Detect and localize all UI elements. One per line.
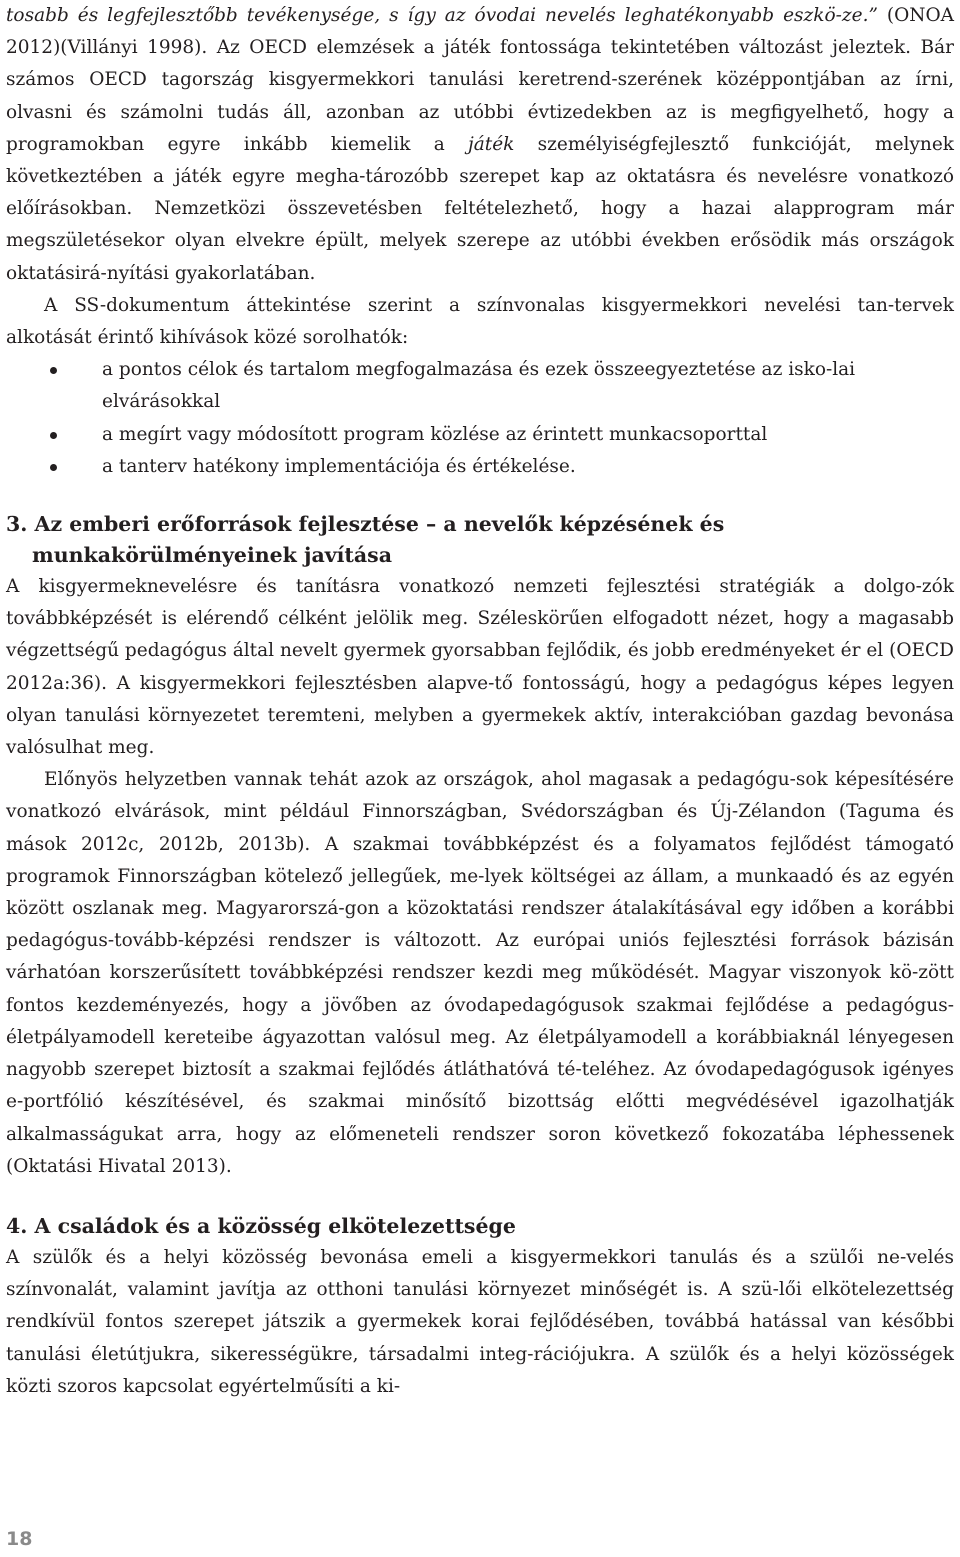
section-3-paragraph-2: Előnyös helyzetben vannak tehát azok az országok, ahol magasak a pedagógu-sok képesítésére vonatkozó elvárások, mint például Finnországban, Svédországban és Új-Zélandon (Taguma és mások 2012c, 2012b, 2013b). A szakmai továbbképzést és a folyamatos fejlődést támogató programok Finnországban kötelező jellegűek, me-lyek költségei az állam, a munkaadó és az egyén között oszlanak meg. Magyarorszá-gon a közoktatási rendszer átalakításával egy időben a korábbi pedagógus-tovább-képzési rendszer is változott. Az európai uniós fejlesztési források bázisán várhatóan korszerűsített továbbképzési rendszer kezdi meg működését. Magyar viszonyok kö-zött fontos kezdeményezés, hogy a jövőben az óvodapedagógusok szakmai fejlődése a pedagógus-életpályamodell kereteibe ágyazottan valósul meg. Az életpályamodell a korábbiaknál lényegesen nagyobb szerepet biztosít a szakmai fejlődés átláthatóvá té-teléhez. Az óvodapedagógusok igényes e-portfólió készítésével, és szakmai minősítő bizottság előtti megvédésével igazolhatják alkalmasságukat arra, hogy az előmeneteli rendszer soron következő fokozatába léphessenek (Oktatási Hivatal 2013). [6,769,954,1177]
list-item [6,451,954,483]
challenges-list [6,354,954,483]
paragraph-challenges-intro: A SS-dokumentum áttekintése szerint a színvonalas kisgyermekkori nevelési tan-tervek alkotását érintő kihívások közé sorolhatók: [6,294,954,349]
section-3-paragraph-1: A kisgyermeknevelésre és tanításra vonatkozó nemzeti fejlesztési stratégiák a dolgo-zók továbbképzését is elérendő célként jelölik meg. Széleskörűen elfogadott nézet, hogy a magasabb végzettségű pedagógus által nevelt gyermek gyorsabban fejlődik, és jobb eredményeket ér el (OECD 2012a:36). A kisgyermekkori fejlesztésben alapve-tő fontosságú, hogy a pedagógus képes legyen olyan tanulási környezetet teremteni, melyben a gyermekek aktív, interakcióban gazdag bevonása valósulhat meg. [6,576,954,759]
italic-word: játék [468,133,515,155]
page-number: 18 [6,1528,33,1550]
section-3-heading: 3. Az emberi erőforrások fejlesztése – a nevelők képzésének és munkakörülményeinek javítása [6,512,725,568]
section-4-heading: 4. A családok és a közösség elkötelezettsége [6,1213,516,1238]
bullet-icon [50,464,57,471]
list-item-text: a tanterv hatékony implementációja és értékelése. [102,455,576,477]
quote-end-italic: tosabb és legfejlesztőbb tevékenysége, s így az óvodai nevelés leghatékonyabb eszkö-ze.” [6,5,878,26]
paragraph-play-role [6,0,954,290]
list-item-text: a pontos célok és tartalom megfogalmazása és ezek összeegyeztetése az isko-lai elvárásokkal [102,359,856,413]
paragraph-text: (ONOA 2012)(Villányi 1998). Az OECD elemzések a játék fontossága tekintetében változást jeleztek. Bár számos OECD tagország kisgyermekkori tanulási keretrend-szerének középpontjában az írni, olvasni és számolni tudás áll, azonban az utóbbi évtizedekben az is megfigyelhető, hogy a programokban egyre inkább kiemelik a [6,5,954,155]
section-4-paragraph-1: A szülők és a helyi közösség bevonása emeli a kisgyermekkori tanulás és a szülői ne-velés színvonalát, valamint javítja az otthoni tanulási környezet minőségét is. A szü-lői elkötelezettség rendkívül fontos szerepet játszik a gyermekek korai fejlődésében, továbbá hatással van későbbi tanulási életútjukra, sikerességükre, társadalmi integ-rációjukra. A szülők és a helyi közösségek közti szoros kapcsolat egyértelműsíti a ki- [6,1246,954,1397]
bullet-icon [50,367,57,374]
list-item-text: a megírt vagy módosított program közlése az érintett munkacsoporttal [102,423,768,445]
paragraph-text-end: személyiségfejlesztő funkcióját, melynek következtében a játék egyre megha-tározóbb szerepet kap az oktatásra és nevelésre vonatkozó előírásokban. Nemzetközi összevetésben feltételezhető, hogy a hazai alapprogram már megszületésekor olyan elvekre épült, melyek szerepe az utóbbi években erősödik más országok oktatásirá-nyítási gyakorlatában. [6,133,954,284]
list-item [6,419,954,451]
document-page [6,0,954,1403]
bullet-icon [50,432,57,439]
list-item [6,354,954,418]
